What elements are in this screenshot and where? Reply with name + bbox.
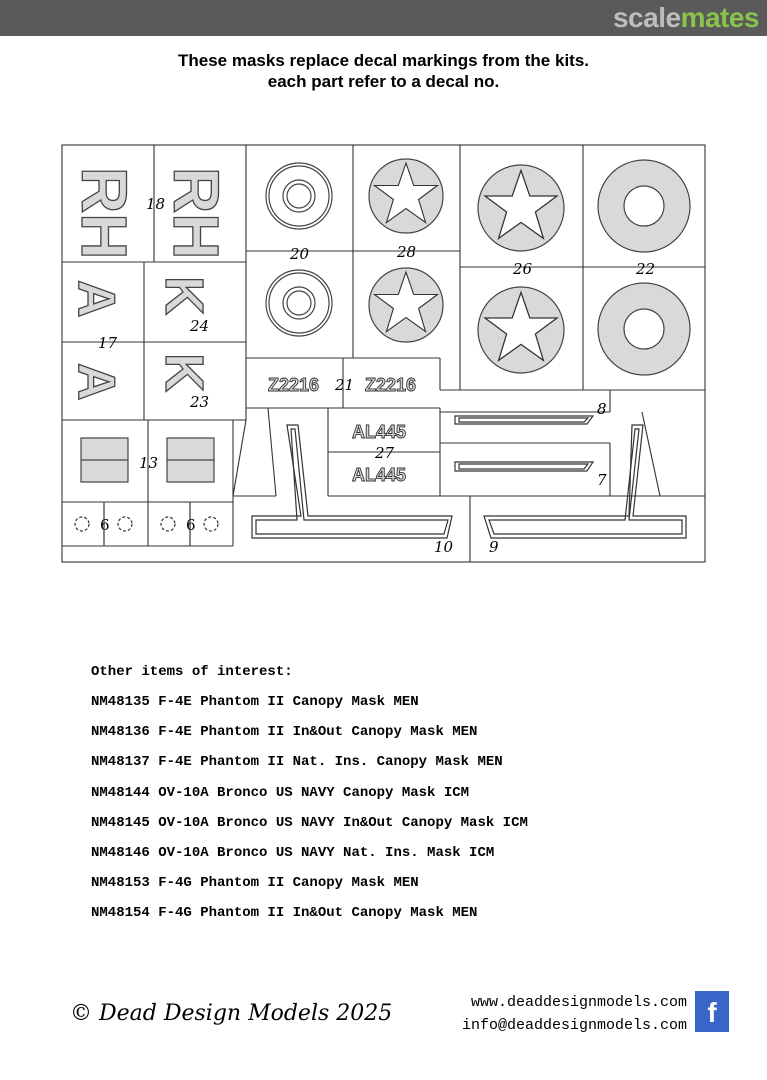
website-link[interactable]: www.deaddesignmodels.com — [470, 994, 687, 1011]
list-item: NM48137 F-4E Phantom II Nat. Ins. Canopy Mask MEN — [91, 754, 503, 771]
star-roundel-26-lower — [478, 287, 564, 373]
serial-z2216-right: Z2216 — [365, 375, 417, 395]
a-mask-upper — [67, 280, 125, 318]
list-item: NM48146 OV-10A Bronco US NAVY Nat. Ins. Mask ICM — [91, 844, 495, 861]
l-mask-9 — [484, 425, 686, 538]
svg-text:K: K — [154, 276, 214, 315]
ring-mask-20-lower — [266, 270, 332, 336]
part-number-17: 17 — [98, 334, 118, 352]
svg-text:RH: RH — [160, 167, 232, 260]
email-link[interactable]: info@deaddesignmodels.com — [461, 1017, 687, 1034]
intro-line-1: These masks replace decal markings from the kits. — [177, 51, 590, 70]
svg-text:A: A — [67, 280, 125, 318]
six-label-1: 6 — [100, 516, 110, 534]
star-roundel-28-upper — [369, 159, 443, 233]
part-number-28: 28 — [397, 243, 417, 261]
serial-z2216-left: Z2216 — [268, 375, 320, 395]
list-item: NM48145 OV-10A Bronco US NAVY In&Out Canopy Mask ICM — [91, 814, 528, 831]
list-item: NM48136 F-4E Phantom II In&Out Canopy Mask MEN — [91, 724, 478, 741]
list-item: NM48153 F-4G Phantom II Canopy Mask MEN — [91, 875, 419, 892]
part-number-22: 22 — [636, 260, 656, 278]
serial-al445-lower: AL445 — [352, 465, 407, 485]
svg-text:K: K — [154, 353, 214, 392]
bar-mask-8 — [455, 416, 593, 424]
rh-mask-left — [68, 167, 140, 259]
part-number-20: 20 — [290, 245, 310, 263]
intro-line-2: each part refer to a decal no. — [267, 72, 500, 91]
svg-text:A: A — [67, 363, 125, 401]
part-number-13: 13 — [139, 454, 159, 472]
a-mask-lower — [67, 363, 125, 401]
ring-roundel-22-upper — [598, 160, 690, 252]
rh-mask-right — [160, 167, 232, 259]
other-items-list — [91, 694, 528, 936]
scalemates-logo[interactable]: scalemates — [612, 2, 759, 33]
part-number-24: 24 — [190, 317, 210, 335]
copyright: © Dead Design Models 2025 — [70, 1001, 393, 1026]
ring-roundel-22-lower — [598, 283, 690, 375]
star-roundel-26-upper — [478, 165, 564, 251]
mask-6-rings — [75, 502, 218, 546]
part-number-9: 9 — [489, 538, 499, 556]
ring-mask-20-upper — [266, 163, 332, 229]
part-number-23: 23 — [190, 393, 210, 411]
k-mask-lower — [154, 353, 214, 392]
other-items-heading: Other items of interest: — [91, 664, 293, 680]
contact-block — [462, 991, 687, 1037]
part-number-27: 27 — [375, 444, 395, 462]
k-mask-upper — [154, 276, 214, 315]
list-item: NM48144 OV-10A Bronco US NAVY Canopy Mask ICM — [91, 784, 470, 801]
star-roundel-28-lower — [369, 268, 443, 342]
serial-al445-upper: AL445 — [352, 422, 407, 442]
svg-text:RH: RH — [68, 167, 140, 260]
list-item: NM48154 F-4G Phantom II In&Out Canopy Mask MEN — [91, 905, 478, 922]
bar-mask-7 — [455, 462, 593, 471]
part-number-18: 18 — [146, 195, 166, 213]
part-number-7: 7 — [597, 471, 607, 489]
six-label-2: 6 — [186, 516, 196, 534]
part-number-8: 8 — [597, 400, 607, 418]
part-number-26: 26 — [513, 260, 533, 278]
part-number-21: 21 — [335, 376, 355, 394]
facebook-icon[interactable]: f — [695, 991, 729, 1032]
part-number-10: 10 — [434, 538, 454, 556]
list-item: NM48135 F-4E Phantom II Canopy Mask MEN — [91, 694, 419, 710]
